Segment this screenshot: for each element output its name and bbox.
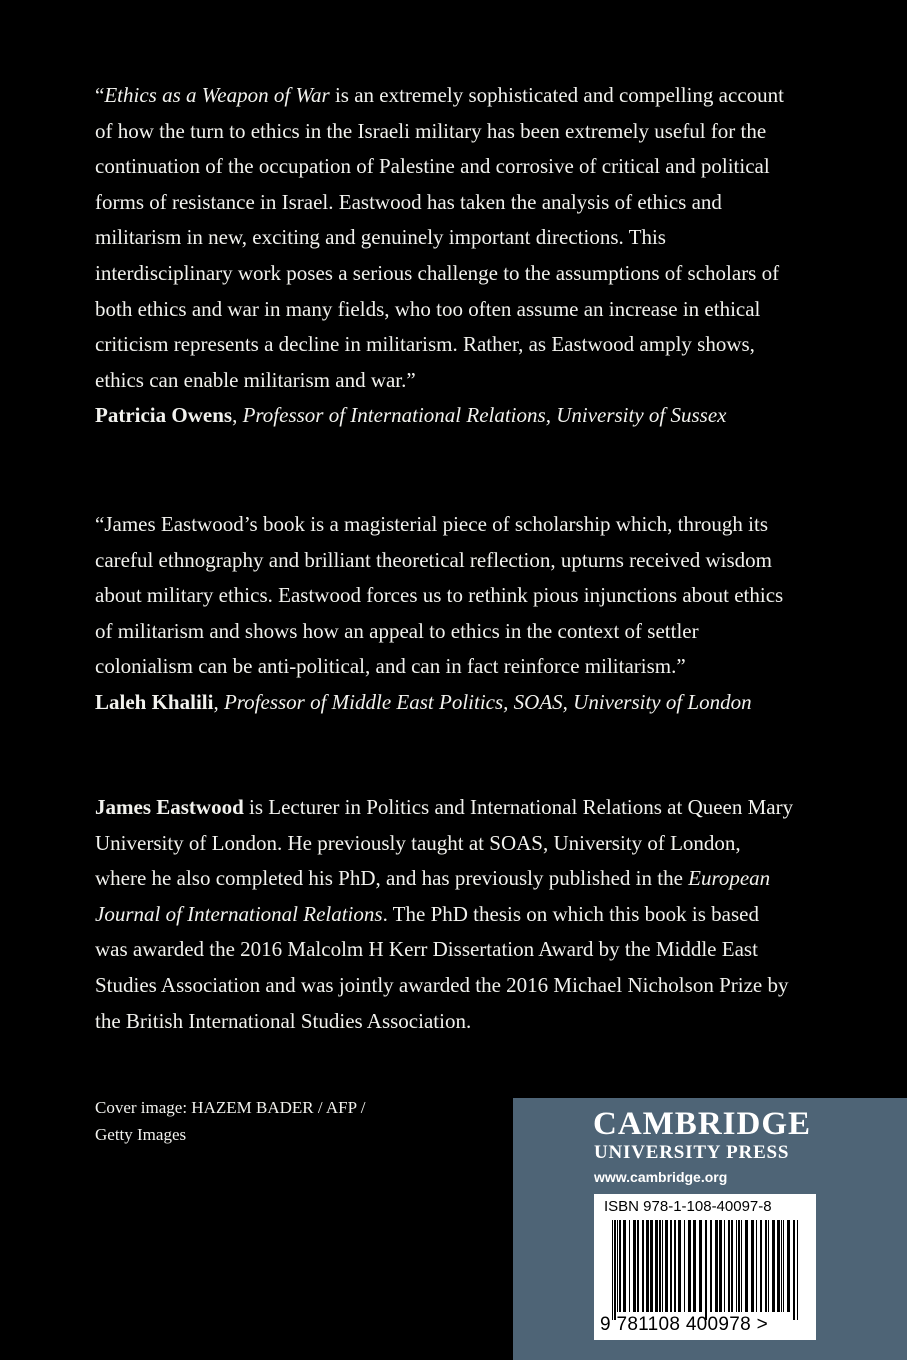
- quote-1-role: Professor of International Relations, University of Sussex: [242, 403, 727, 428]
- cover-credit-line-1: Cover image: HAZEM BADER / AFP /: [95, 1098, 366, 1117]
- barcode-bar: [777, 1220, 780, 1312]
- barcode-bar: [736, 1220, 737, 1312]
- barcode-bar: [650, 1220, 653, 1312]
- barcode-bar: [741, 1220, 742, 1312]
- quote-1-open-mark: “: [95, 83, 105, 107]
- author-bio-text-before: is Lecturer in Politics and International Relations at Queen Mary University of London. He previously taught at SOAS, University of London, where he also completed his PhD, and has previously published in the: [95, 795, 794, 891]
- barcode-bar: [629, 1220, 630, 1312]
- barcode-bar: [617, 1220, 618, 1312]
- barcode-bar: [678, 1220, 681, 1312]
- publisher-block: [513, 1098, 907, 1360]
- author-bio-text-after: . The PhD thesis on which this book is based was awarded the 2016 Malcolm H Kerr Dissertation Award by the Middle East Studies Association and was jointly awarded the 2016 Michael Nicholson Prize by the British International Studies Association.: [95, 901, 789, 1033]
- quote-2-text: “James Eastwood’s book is a magisterial piece of scholarship which, through its careful ethnography and brilliant theoretical reflection, upturns received wisdom about military ethics. Eastwood forces us to rethink pious injunctions about ethics of militarism and shows how an appeal to ethics in the context of settler colonialism can be anti-political, and can in fact reinforce militarism.”: [95, 512, 784, 679]
- endorsement-quote-2: [95, 507, 795, 721]
- barcode-bar: [756, 1220, 757, 1312]
- barcode-bar: [793, 1220, 795, 1320]
- barcode-bar: [710, 1220, 712, 1312]
- quote-1-attribution: [95, 398, 795, 434]
- barcode-bar: [731, 1220, 733, 1312]
- barcode-bar: [646, 1220, 649, 1312]
- endorsement-quote-1: [95, 78, 795, 434]
- barcode-bar: [751, 1220, 754, 1312]
- barcode-bar: [699, 1220, 702, 1312]
- quote-2-author: Laleh Khalili: [95, 689, 214, 714]
- author-bio-journal: European Journal of International Relations: [95, 866, 771, 926]
- barcode-bar: [614, 1220, 616, 1320]
- barcode-bar: [745, 1220, 748, 1312]
- barcode-bar: [642, 1220, 644, 1312]
- barcode-bar: [637, 1220, 639, 1312]
- publisher-name: CAMBRIDGE: [593, 1106, 812, 1142]
- barcode-bar: [693, 1220, 696, 1312]
- barcode-bar: [659, 1220, 661, 1312]
- isbn-label: ISBN 978-1-108-40097-8: [604, 1198, 772, 1215]
- barcode-bar: [705, 1220, 707, 1320]
- barcode-bar: [715, 1220, 718, 1312]
- quote-2-role: Professor of Middle East Politics, SOAS, University of London: [223, 689, 752, 714]
- cover-credit-line-2: Getty Images: [95, 1125, 187, 1144]
- barcode-bar: [728, 1220, 730, 1312]
- barcode-bar: [665, 1220, 668, 1312]
- quote-1-book-title: Ethics as a Weapon of War: [104, 83, 330, 107]
- barcode-bar: [612, 1220, 613, 1320]
- quote-1-body: is an extremely sophisticated and compelling account of how the turn to ethics in the Israeli military has been extremely useful for the continuation of the occupation of Palestine and corrosive of critical and political forms of resistance in Israel. Eastwood has taken the analysis of ethics and militarism in new, exciting and genuinely important directions. This interdisciplinary work poses a serious challenge to the assumptions of scholars of both ethics and war in many fields, who too often assume an increase in ethical criticism represents a decline in militarism. Rather, as Eastwood amply shows, ethics can enable militarism and war.”: [95, 83, 784, 392]
- barcode-digits: 9 781108 400978 >: [600, 1314, 768, 1335]
- barcode-bar: [619, 1220, 621, 1312]
- author-bio: [95, 790, 795, 1039]
- barcode-bar: [719, 1220, 722, 1312]
- barcode-bar: [772, 1220, 775, 1312]
- author-bio-text: [95, 790, 795, 1039]
- barcode-bar: [781, 1220, 782, 1312]
- barcode-bar: [688, 1220, 691, 1312]
- barcode-panel: [594, 1194, 816, 1340]
- barcode-bar: [765, 1220, 767, 1312]
- barcode-bar: [633, 1220, 636, 1312]
- quote-2-attribution: [95, 685, 795, 721]
- quote-1-separator: ,: [232, 403, 243, 428]
- barcode-bar: [783, 1220, 784, 1312]
- barcode-bar: [787, 1220, 790, 1312]
- cover-image-credit: [95, 1094, 435, 1148]
- barcode-bar: [684, 1220, 685, 1312]
- barcode-bar: [674, 1220, 676, 1312]
- barcode-bar: [655, 1220, 658, 1312]
- author-bio-name: James Eastwood: [95, 795, 244, 819]
- barcode-bar: [662, 1220, 663, 1312]
- barcode-bar: [760, 1220, 762, 1312]
- quote-1-author: Patricia Owens: [95, 403, 233, 428]
- barcode-bar: [670, 1220, 672, 1312]
- publisher-url: www.cambridge.org: [594, 1169, 728, 1185]
- barcode-bar: [797, 1220, 798, 1320]
- barcode-bar: [768, 1220, 769, 1312]
- quote-1-text: [95, 78, 795, 398]
- barcode-bar: [623, 1220, 626, 1312]
- barcode-bar: [738, 1220, 740, 1312]
- publisher-subtitle: UNIVERSITY PRESS: [594, 1142, 790, 1163]
- barcode-bar: [724, 1220, 725, 1312]
- quote-2-separator: ,: [213, 689, 224, 714]
